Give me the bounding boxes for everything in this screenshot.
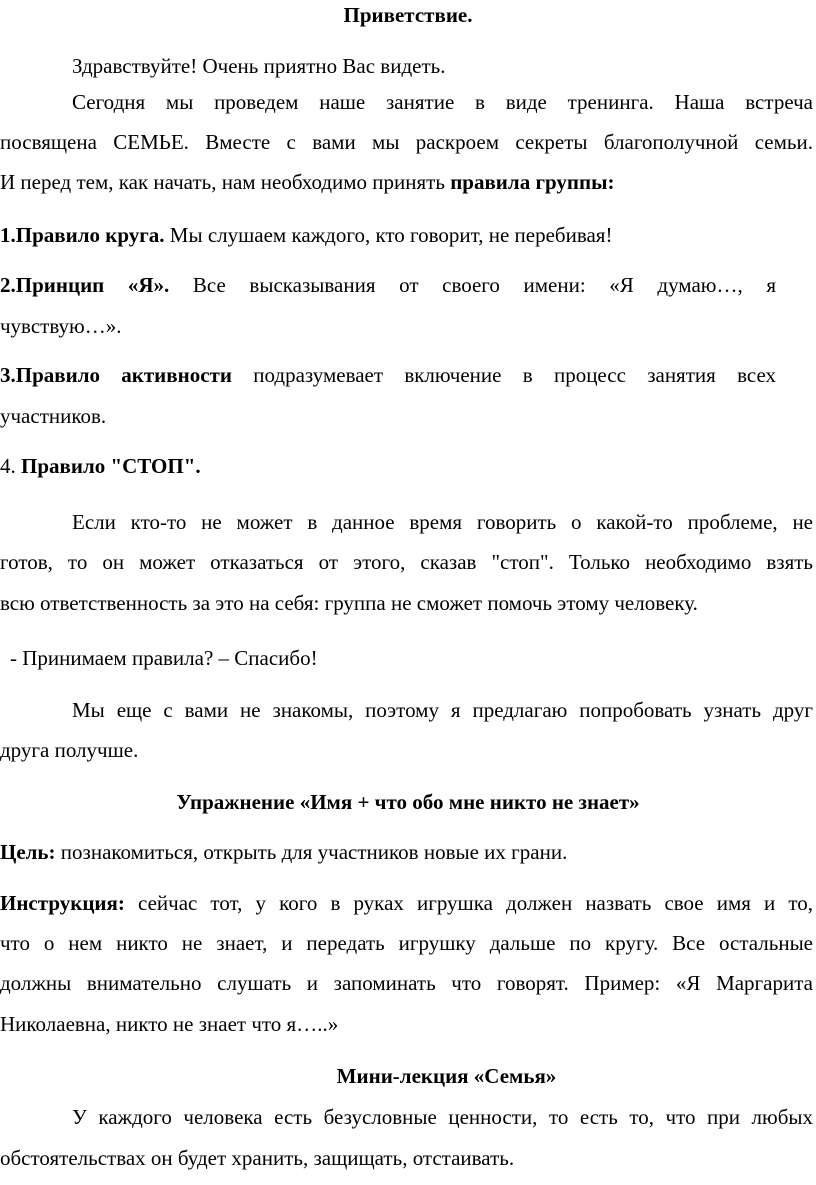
rule-3-text: подразумевает включение в процесс занятия всех	[231, 363, 776, 387]
intro-line-3-text: И перед тем, как начать, нам необходимо принять	[0, 170, 451, 194]
rule-4	[0, 453, 816, 479]
exercise-instruction-line-4: Николаевна, никто не знает что я…..»	[0, 1012, 339, 1036]
rule-2	[0, 272, 776, 298]
acquaint-line-2: друга получше.	[0, 738, 139, 762]
stop-rule-line-2: готов, то он может отказаться от этого, сказав "стоп". Только необходимо взять	[0, 550, 813, 574]
rule-3-cont: участников.	[0, 404, 107, 428]
group-rules-label: правила группы:	[450, 170, 615, 194]
lecture-heading-text: Мини-лекция «Семья»	[336, 1064, 557, 1088]
exercise-instruction-line-2: что о нем никто не знает, и передать игрушку дальше по кругу. Все остальные	[0, 931, 813, 955]
instruction-text-1: сейчас тот, у кого в руках игрушка должен назвать свое имя и то,	[124, 891, 813, 915]
greeting-heading	[0, 2, 816, 28]
exercise-heading	[0, 789, 816, 815]
rule-4-title: Правило "СТОП".	[21, 454, 201, 478]
rule-1	[0, 222, 816, 248]
intro-line-3	[0, 169, 816, 195]
goal-label: Цель:	[0, 840, 56, 864]
goal-text: познакомиться, открыть для участников новые их грани.	[55, 840, 568, 864]
lecture-heading	[0, 1063, 816, 1089]
rule-2-text: Все высказывания от своего имени: «Я думаю…, я	[169, 273, 776, 297]
lecture-line-2: обстоятельствах он будет хранить, защищать, отстаивать.	[0, 1146, 515, 1170]
rule-4-number: 4.	[0, 454, 21, 478]
exercise-instruction-line-3: должны внимательно слушать и запоминать что говорят. Пример: «Я Маргарита	[0, 971, 813, 995]
rule-3-title: 3.Правило активности	[0, 363, 232, 387]
instruction-label: Инструкция:	[0, 891, 125, 915]
intro-line-1: Сегодня мы проведем наше занятие в виде тренинга. Наша встреча	[72, 90, 813, 114]
rule-3	[0, 362, 776, 388]
lecture-line-1: У каждого человека есть безусловные ценности, то есть то, что при любых	[72, 1105, 813, 1129]
stop-rule-line-3: всю ответственность за это на себя: группа не сможет помочь этому человеку.	[0, 591, 698, 615]
accept-rules-line: - Принимаем правила? – Спасибо!	[10, 646, 318, 670]
exercise-goal	[0, 839, 816, 865]
stop-rule-line-1: Если кто-то не может в данное время говорить о какой-то проблеме, не	[72, 510, 813, 534]
rule-1-title: 1.Правило круга.	[0, 223, 165, 247]
rule-2-title: 2.Принцип «Я».	[0, 273, 170, 297]
exercise-instruction-line-1	[0, 890, 813, 916]
rule-2-cont: чувствую…».	[0, 314, 122, 338]
acquaint-line-1: Мы еще с вами не знакомы, поэтому я предлагаю попробовать узнать друг	[72, 698, 813, 722]
greeting-heading-text: Приветствие.	[343, 3, 473, 27]
rule-1-text: Мы слушаем каждого, кто говорит, не перебивая!	[164, 223, 613, 247]
greeting-line: Здравствуйте! Очень приятно Вас видеть.	[72, 54, 446, 78]
exercise-heading-text: Упражнение «Имя + что обо мне никто не знает»	[176, 790, 640, 814]
intro-line-2: посвящена СЕМЬЕ. Вместе с вами мы раскроем секреты благополучной семьи.	[0, 130, 813, 154]
